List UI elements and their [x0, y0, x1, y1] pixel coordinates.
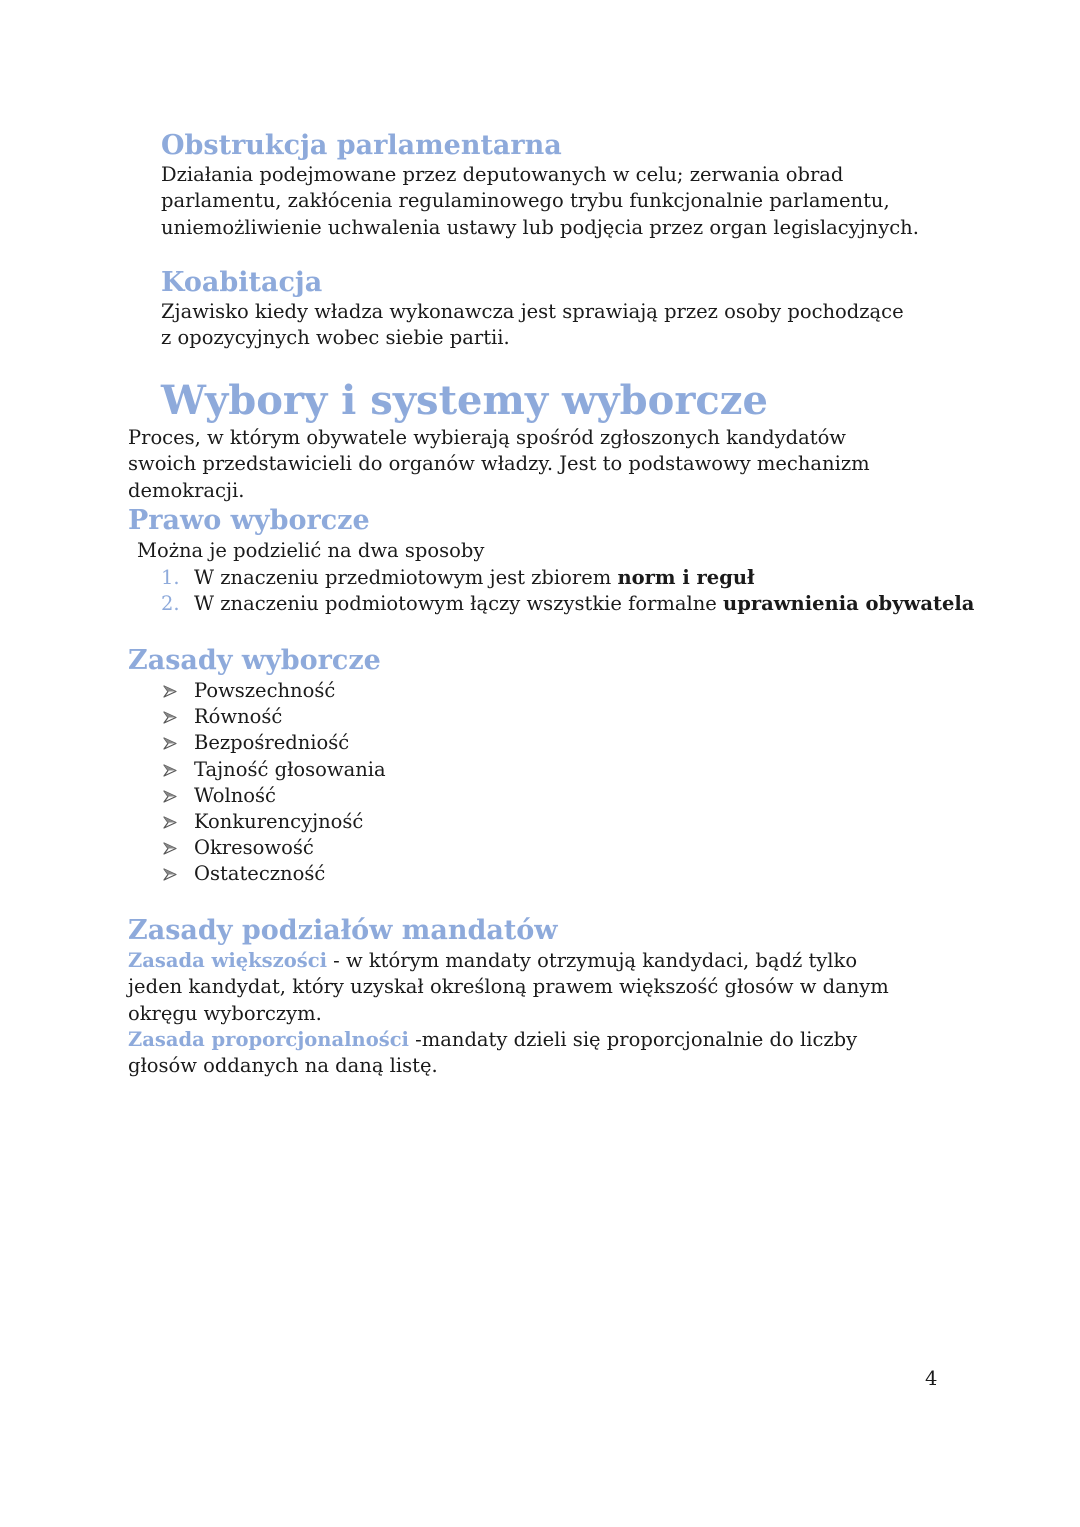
list-item [161, 730, 386, 756]
list-item-text: Powszechność [194, 679, 336, 702]
list-number: 2. [161, 592, 180, 616]
heading-wybory: Wybory i systemy wyborcze [161, 377, 768, 424]
list-number: 1. [161, 566, 180, 589]
list-item-bold: norm i reguł [617, 566, 755, 589]
heading-prawo: Prawo wyborcze [128, 505, 370, 536]
list-item [161, 565, 974, 591]
arrow-bullet-icon [163, 737, 177, 750]
definition-proporcjonalnosc: -mandaty dzieli się proporcjonalnie do liczby głosów oddanych na daną listę. [128, 1028, 858, 1078]
list-item [161, 861, 386, 887]
list-item [161, 591, 974, 617]
arrow-bullet-icon [163, 711, 177, 724]
list-item-text: Tajność głosowania [194, 757, 386, 781]
paragraph-obstrukcja: Działania podejmowane przez deputowanych w celu; zerwania obrad parlamentu, zakłócenia regulaminowego trybu funkcjonalnie parlamentu, uniemożliwienie uchwalenia ustawy lub podjęcia przez organ legislacyjnych. [161, 163, 919, 239]
heading-koabitacja: Koabitacja [161, 267, 323, 298]
prawo-intro: Można je podzielić na dwa sposoby [137, 539, 485, 562]
paragraph-wybory: Proces, w którym obywatele wybierają spośród zgłoszonych kandydatów swoich przedstawicieli do organów władzy. Jest to podstawowy mechanizm demokracji. [128, 426, 870, 502]
arrow-bullet-icon [163, 685, 177, 698]
heading-zasady: Zasady wyborcze [128, 645, 381, 676]
page-number: 4 [925, 1367, 938, 1390]
arrow-bullet-icon [163, 816, 177, 829]
list-item [161, 704, 386, 730]
paragraph-wiekszosc [128, 948, 898, 1027]
list-item [161, 757, 386, 783]
list-item [161, 835, 386, 861]
list-item [161, 678, 386, 704]
list-item-text: Równość [194, 705, 283, 729]
zasady-list [161, 678, 386, 888]
prawo-list [161, 565, 974, 617]
arrow-bullet-icon [163, 868, 177, 881]
list-item-bold: uprawnienia obywatela [723, 592, 975, 616]
term-wiekszosc: Zasada większości [128, 949, 327, 972]
list-item-text: Wolność [194, 783, 276, 807]
arrow-bullet-icon [163, 764, 177, 777]
heading-obstrukcja: Obstrukcja parlamentarna [161, 130, 562, 161]
list-item [161, 783, 386, 809]
list-item-text: Ostateczność [194, 862, 326, 886]
paragraph-proporcjonalnosc [128, 1027, 908, 1080]
list-item-text: Bezpośredniość [194, 731, 350, 755]
list-item-text: Konkurencyjność [194, 810, 364, 834]
arrow-bullet-icon [163, 790, 177, 803]
term-proporcjonalnosc: Zasada proporcjonalności [128, 1028, 409, 1051]
arrow-bullet-icon [163, 842, 177, 855]
list-item [161, 809, 386, 835]
list-item-text: Okresowość [194, 836, 314, 860]
definition-wiekszosc: - w którym mandaty otrzymują kandydaci, bądź tylko jeden kandydat, który uzyskał określoną prawem większość głosów w danym okręgu wyborczym. [128, 949, 889, 1025]
paragraph-koabitacja: Zjawisko kiedy władza wykonawcza jest sprawiają przez osoby pochodzące z opozycyjnych wobec siebie partii. [161, 300, 904, 350]
heading-podzial: Zasady podziałów mandatów [128, 915, 558, 946]
list-item-text: W znaczeniu podmiotowym łączy wszystkie formalne [194, 592, 724, 616]
list-item-text: W znaczeniu przedmiotowym jest zbiorem [194, 566, 618, 589]
